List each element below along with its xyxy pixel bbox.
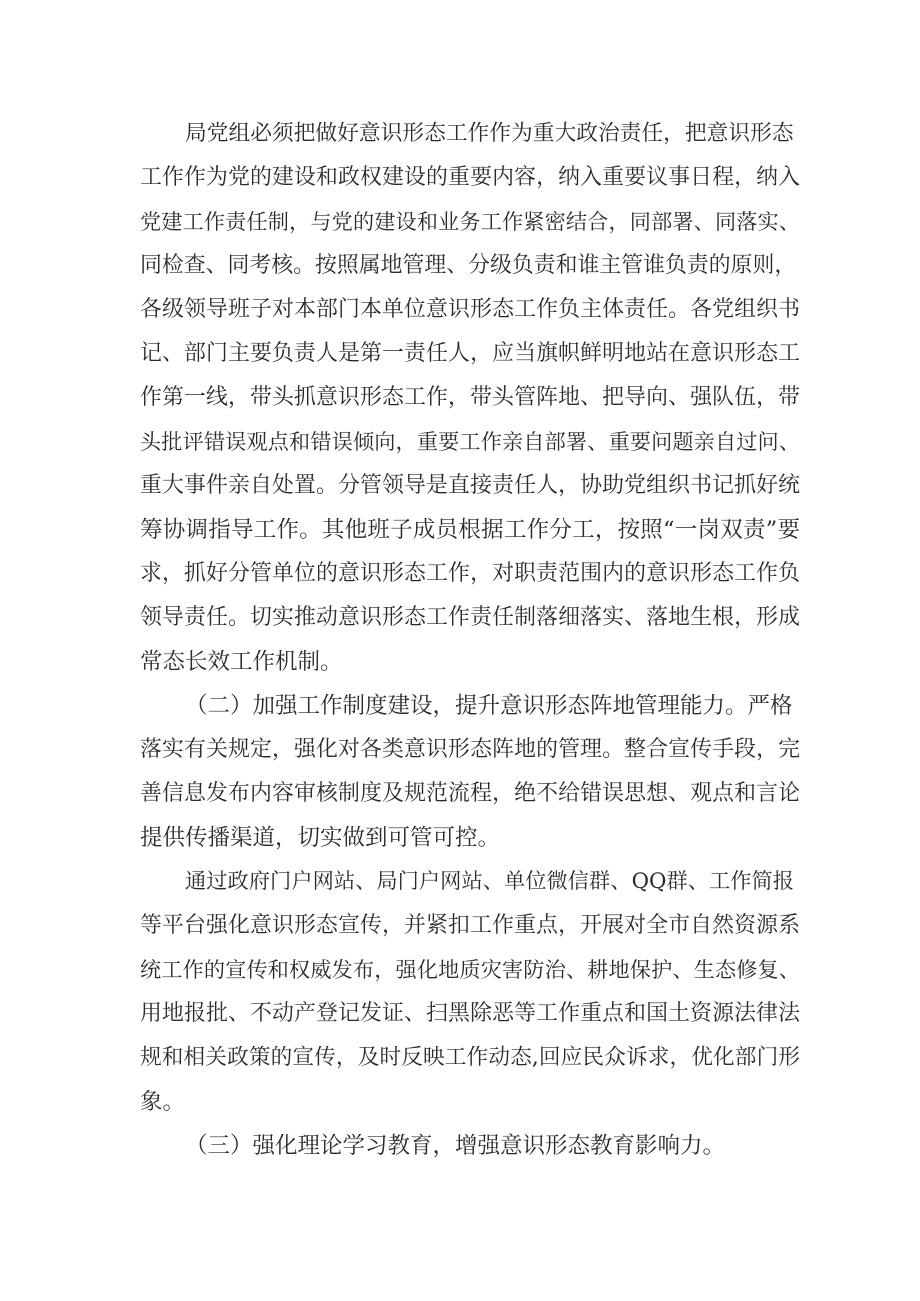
paragraph-1-line-7: 作第一线，带头抓意识形态工作，带头管阵地、把导向、强队伍，带 bbox=[140, 385, 800, 410]
section-3-heading: （三）强化理论学习教育，增强意识形态教育影响力。 bbox=[185, 1133, 726, 1159]
paragraph-1-line-13: 常态长效工作机制。 bbox=[140, 649, 343, 675]
paragraph-3-line-2: 等平台强化意识形态宣传，并紧扣工作重点，开展对全市自然资源系 bbox=[140, 913, 800, 938]
paragraph-1-line-3: 党建工作责任制，与党的建设和业务工作紧密结合，同部署、同落实、 bbox=[140, 209, 800, 234]
paragraph-3-line-4: 用地报批、不动产登记发证、扫黑除恶等工作重点和国土资源法律法 bbox=[140, 1001, 800, 1026]
paragraph-1-line-10: 筹协调指导工作。其他班子成员根据工作分工，按照“一岗双责”要 bbox=[140, 517, 800, 543]
section-2-line-2: 落实有关规定，强化对各类意识形态阵地的管理。整合宣传手段，完 bbox=[140, 737, 800, 762]
paragraph-1-line-1: 局党组必须把做好意识形态工作作为重大政治责任，把意识形态 bbox=[185, 121, 794, 146]
paragraph-1-line-5: 各级领导班子对本部门本单位意识形态工作负主体责任。各党组织书 bbox=[140, 297, 800, 322]
paragraph-3-line-6: 象。 bbox=[140, 1089, 186, 1115]
paragraph-1-line-11: 求，抓好分管单位的意识形态工作，对职责范围内的意识形态工作负 bbox=[140, 561, 800, 586]
section-2-line-3: 善信息发布内容审核制度及规范流程，绝不给错误思想、观点和言论 bbox=[140, 781, 800, 806]
section-2-heading-line-1: （二）加强工作制度建设，提升意识形态阵地管理能力。严格 bbox=[185, 693, 793, 719]
paragraph-1-line-9: 重大事件亲自处置。分管领导是直接责任人，协助党组织书记抓好统 bbox=[140, 473, 800, 498]
paragraph-3-line-3: 统工作的宣传和权威发布，强化地质灾害防治、耕地保护、生态修复、 bbox=[140, 957, 800, 982]
paragraph-1-line-2: 工作作为党的建设和政权建设的重要内容，纳入重要议事日程，纳入 bbox=[140, 165, 800, 190]
paragraph-3-line-5: 规和相关政策的宣传，及时反映工作动态,回应民众诉求，优化部门形 bbox=[140, 1045, 800, 1070]
paragraph-3-line-1: 通过政府门户网站、局门户网站、单位微信群、QQ群、工作简报 bbox=[185, 869, 795, 894]
paragraph-1-line-4: 同检查、同考核。按照属地管理、分级负责和谁主管谁负责的原则， bbox=[140, 253, 797, 278]
paragraph-1-line-6: 记、部门主要负责人是第一责任人，应当旗帜鲜明地站在意识形态工 bbox=[140, 341, 800, 366]
paragraph-1-line-12: 领导责任。切实推动意识形态工作责任制落细落实、落地生根，形成 bbox=[140, 605, 800, 630]
paragraph-1-line-8: 头批评错误观点和错误倾向，重要工作亲自部署、重要问题亲自过问、 bbox=[140, 429, 800, 454]
section-2-line-4: 提供传播渠道，切实做到可管可控。 bbox=[140, 825, 501, 851]
